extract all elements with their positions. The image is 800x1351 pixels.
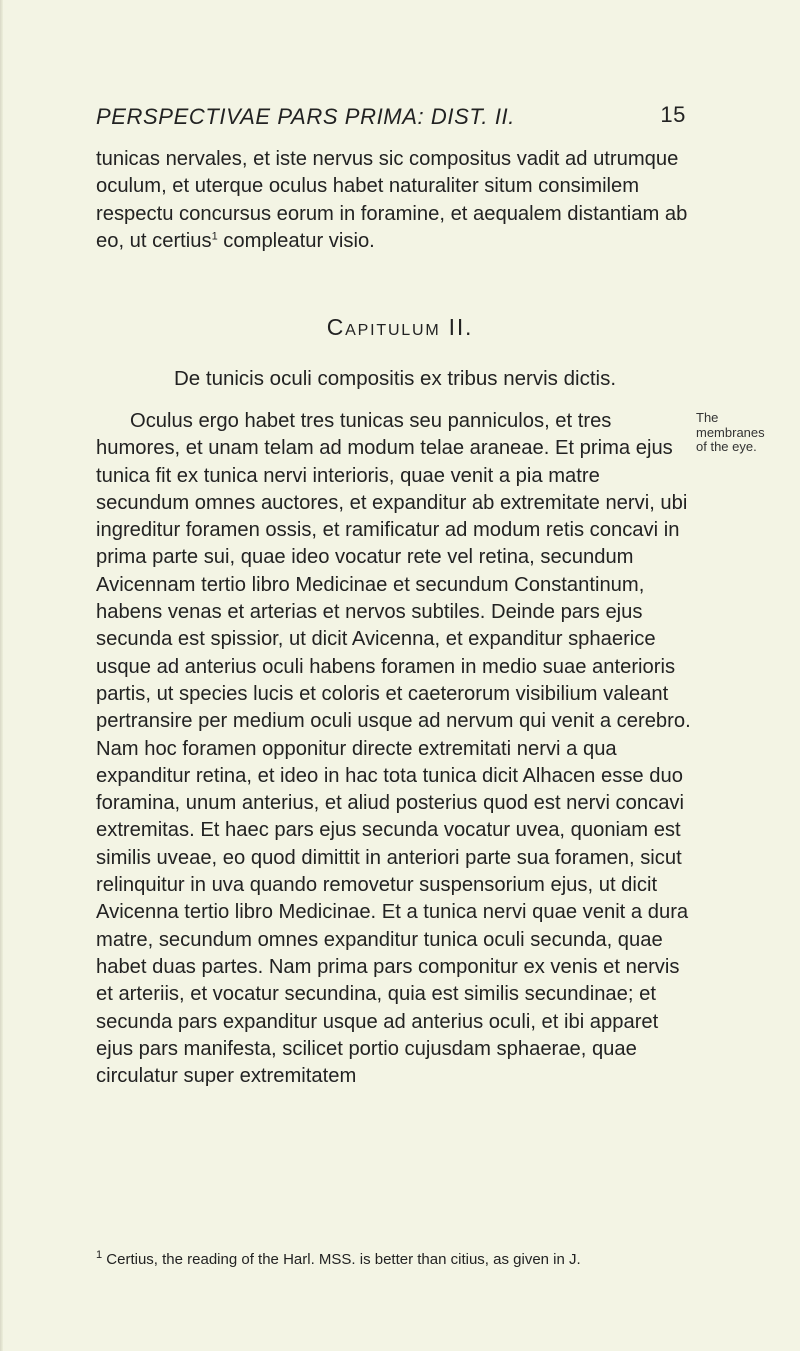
footnote (96, 1251, 716, 1269)
margin-note-line: The (696, 410, 719, 425)
footnote-reference: 1 (211, 230, 218, 243)
footnote-text: Certius, the reading of the Harl. MSS. is better than citius, as given in J. (102, 1251, 581, 1268)
margin-note-line: of the eye. (696, 439, 757, 454)
margin-note-line: membranes (696, 424, 765, 440)
margin-note (696, 411, 796, 455)
main-paragraph: Oculus ergo habet tres tunicas seu panniculos, et tres humores, et unam telam ad modum telae araneae. Et prima ejus tunica fit ex tunica nervi interioris, quae venit a pia matre secundum omnes auctores, et expanditur ab extremitate nervi, ubi ingreditur foramen ossis, et ramificatur ad modum retis concavi in prima parte sui, quae ideo vocatur rete vel retina, secundum Avicennam tertio libro Medicinae et secundum Constantinum, habens venas et arterias et nervos subtiles. Deinde pars ejus secunda est spissior, ut dicit Avicenna, et expanditur sphaerice usque ad anterius oculi habens foramen in medio suae anterioris partis, ut species lucis et coloris et caeterorum visibilium valeant pertransire per medium oculi usque ad nervum qui venit a cerebro. Nam hoc foramen opponitur directe extremitati nervi a qua expanditur retina, et ideo in hac tota tunica dicit Alhacen esse duo foramina, unum anterius, et aliud posterius quod est nervi concavi extremitas. Et haec pars ejus secunda vocatur uvea, quoniam est similis uveae, eo quod dimittit in anteriori parte sua foramen, sicut relinquitur in uva quando removetur suspensorium ejus, ut dicit Avicenna tertio libro Medicinae. Et a tunica nervi quae venit a dura matre, secundum omnes expanditur tunica oculi secunda, quae habet duas partes. Nam prima pars componitur ex venis et nervis et arteriis, et vocatur secundina, quia est similis secundinae; et secunda pars expanditur usque ad anterius oculi, et ibi apparet ejus pars manifesta, scilicet portio cujusdam sphaerae, quae circulatur super extremitatem (96, 410, 691, 1088)
running-head-title: PERSPECTIVAE PARS PRIMA: DIST. II. (96, 104, 515, 129)
footnote-marker: 1 (96, 1249, 103, 1261)
chapter-title: Capitulum II. (326, 314, 474, 340)
page-edge (0, 0, 3, 1351)
top-paragraph-text: tunicas nervales, et iste nervus sic compositus vadit ad utrumque oculum, et uterque oculus habet naturaliter situm consimilem respectu concursus eorum in foramine, et aequalem distantiam ab eo, ut certius (96, 148, 688, 252)
top-paragraph (96, 146, 692, 255)
page-number: 15 (660, 102, 686, 127)
running-head (96, 104, 686, 130)
top-paragraph-text-end: compleatur visio. (217, 229, 375, 252)
chapter-subtitle: De tunicis oculi compositis ex tribus nervis dictis. (173, 367, 617, 390)
